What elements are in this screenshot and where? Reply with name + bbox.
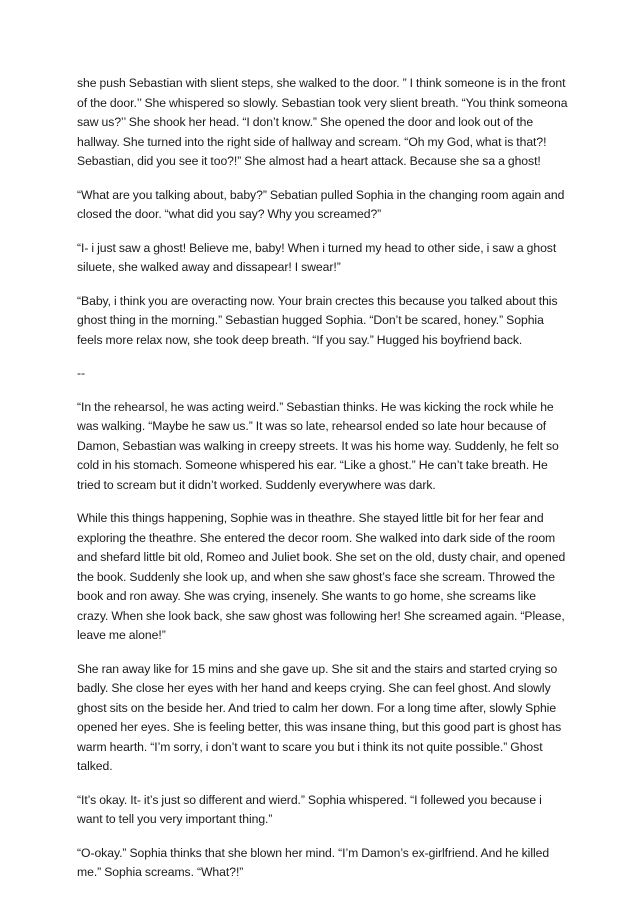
paragraph-7: She ran away like for 15 mins and she gave up. She sit and the stairs and started crying so badly. She close her eyes with her hand and keeps crying. She can feel ghost. And slowly ghost sits on the beside her. And tried to calm her down. For a long time after, slowly Sphie opened her eyes. She is feeling better, this was insane thing, but this good part is ghost has warm hearth. “I’m sorry, i don’t want to scare you but i think its not quite possible.” Ghost talked. — [77, 661, 562, 773]
paragraph-1: she push Sebastian with slient steps, she walked to the door. ” I think someone is in the front of the door.’’ She whispered so slowly. Sebastian took very slient breath. “You think someona saw us?’’ She shook her head. “I don’t know.” She opened the door and look out of the hallway. She turned into the right side of hallway and scream. “Oh my God, what is that?! Sebastian, did you see it too?!” She almost had a heart attack. Because she sa a ghost! — [77, 76, 568, 168]
text-column — [77, 74, 570, 897]
paragraph-2: “What are you talking about, baby?” Sebatian pulled Sophia in the changing room again and closed the door. “what did you say? Why you screamed?” — [77, 187, 565, 221]
paragraph-6: While this things happening, Sophie was in theathre. She stayed little bit for her fear and exploring the theathre. She entered the decor room. She walked into dark side of the room and shefard little bit old, Romeo and Juliet book. She set on the old, dusty chair, and opened the book. Suddenly she look up, and when she saw ghost’s face she scream. Throwed the book and ron away. She was crying, insenely. She wants to go home, she screams like crazy. When she look back, she saw ghost was following her! She screamed again. “Please, leave me alone!” — [77, 511, 566, 642]
paragraph-5: “In the rehearsol, he was acting weird.” Sebastian thinks. He was kicking the rock while he was walking. “Maybe he saw us.” It was so late, rehearsol ended so late hour because of Damon, Sebastian was walking in creepy streets. It was his home way. Suddenly, he felt so cold in his stomach. Someone whispered his ear. “Like a ghost.” He can’t take breath. He tried to scream but it didn’t worked. Suddenly everywhere was dark. — [77, 399, 559, 492]
scene-separator: -- — [77, 366, 86, 380]
paragraph-8: “It’s okay. It- it’s just so different and wierd.” Sophia whispered. “I follewed you because i want to tell you very important thing.” — [77, 792, 542, 826]
paragraph-4: “Baby, i think you are overacting now. Your brain crectes this because you talked about this ghost thing in the morning.” Sebastian hugged Sophia. “Don’t be scared, honey.” Sophia feels more relax now, she took deep breath. “If you say.” Hugged his boyfriend back. — [77, 293, 558, 347]
paragraph-3: “I- i just saw a ghost! Believe me, baby! When i turned my head to other side, i saw a ghost siluete, she walked away and dissapear! I swear!” — [77, 240, 557, 274]
paragraph-9: “O-okay.” Sophia thinks that she blown her mind. “I’m Damon’s ex-girlfriend. And he killed me.” Sophia screams. “What?!” — [77, 845, 550, 879]
